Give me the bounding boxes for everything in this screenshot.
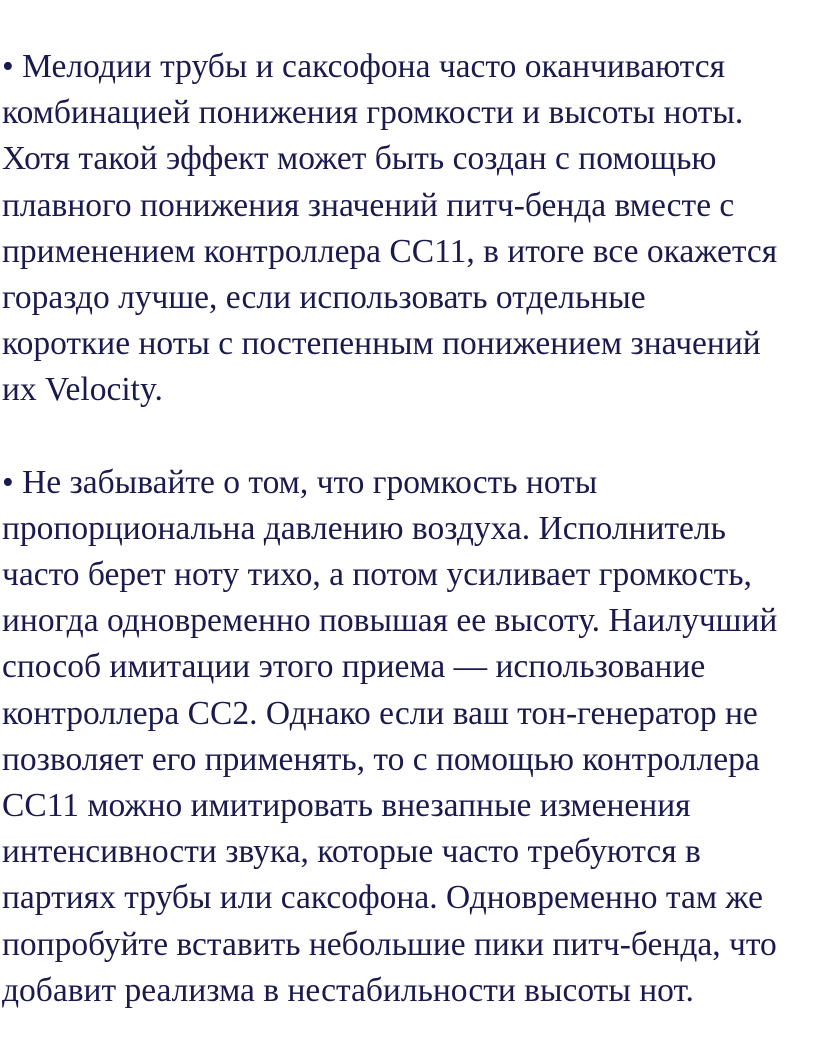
- text-line: интенсивности звука, которые часто требуются в: [2, 833, 701, 871]
- text-line: часто берет ноту тихо, а потом усиливает громкость,: [2, 556, 752, 594]
- body-text: [2, 44, 814, 1014]
- text-line: их Velocity.: [2, 371, 163, 409]
- paragraph-breath-pressure: [2, 460, 814, 1014]
- text-line: • Мелодии трубы и саксофона часто оканчиваются: [2, 48, 725, 85]
- text-line: пропорциональна давлению воздуха. Исполнитель: [2, 509, 726, 547]
- text-line: добавит реализма в нестабильности высоты нот.: [2, 971, 694, 1009]
- text-line: позволяет его применять, то с помощью контроллера: [2, 740, 760, 778]
- text-line: попробуйте вставить небольшие пики питч-бенда, что: [2, 925, 777, 963]
- text-line: CC11 можно имитировать внезапные изменения: [2, 787, 691, 824]
- text-line: гораздо лучше, если использовать отдельные: [2, 278, 646, 316]
- text-line: способ имитации этого приема — использование: [2, 648, 706, 686]
- text-line: плавного понижения значений питч-бенда вместе с: [2, 186, 735, 224]
- text-line: партиях трубы или саксофона. Одновременно там же: [2, 879, 763, 917]
- text-line: комбинацией понижения громкости и высоты ноты.: [2, 94, 744, 132]
- text-line: короткие ноты с постепенным понижением значений: [2, 325, 761, 363]
- text-line: контроллера CC2. Однако если ваш тон-генератор не: [2, 694, 758, 732]
- paragraph-gap: [2, 414, 814, 460]
- text-line: Хотя такой эффект может быть создан с помощью: [2, 140, 717, 178]
- paragraph-trumpet-sax-endings: [2, 44, 814, 414]
- text-line: иногда одновременно повышая ее высоту. Наилучший: [2, 602, 778, 640]
- text-line: • Не забывайте о том, что громкость ноты: [2, 463, 598, 501]
- text-line: применением контроллера CC11, в итоге все окажется: [2, 232, 778, 270]
